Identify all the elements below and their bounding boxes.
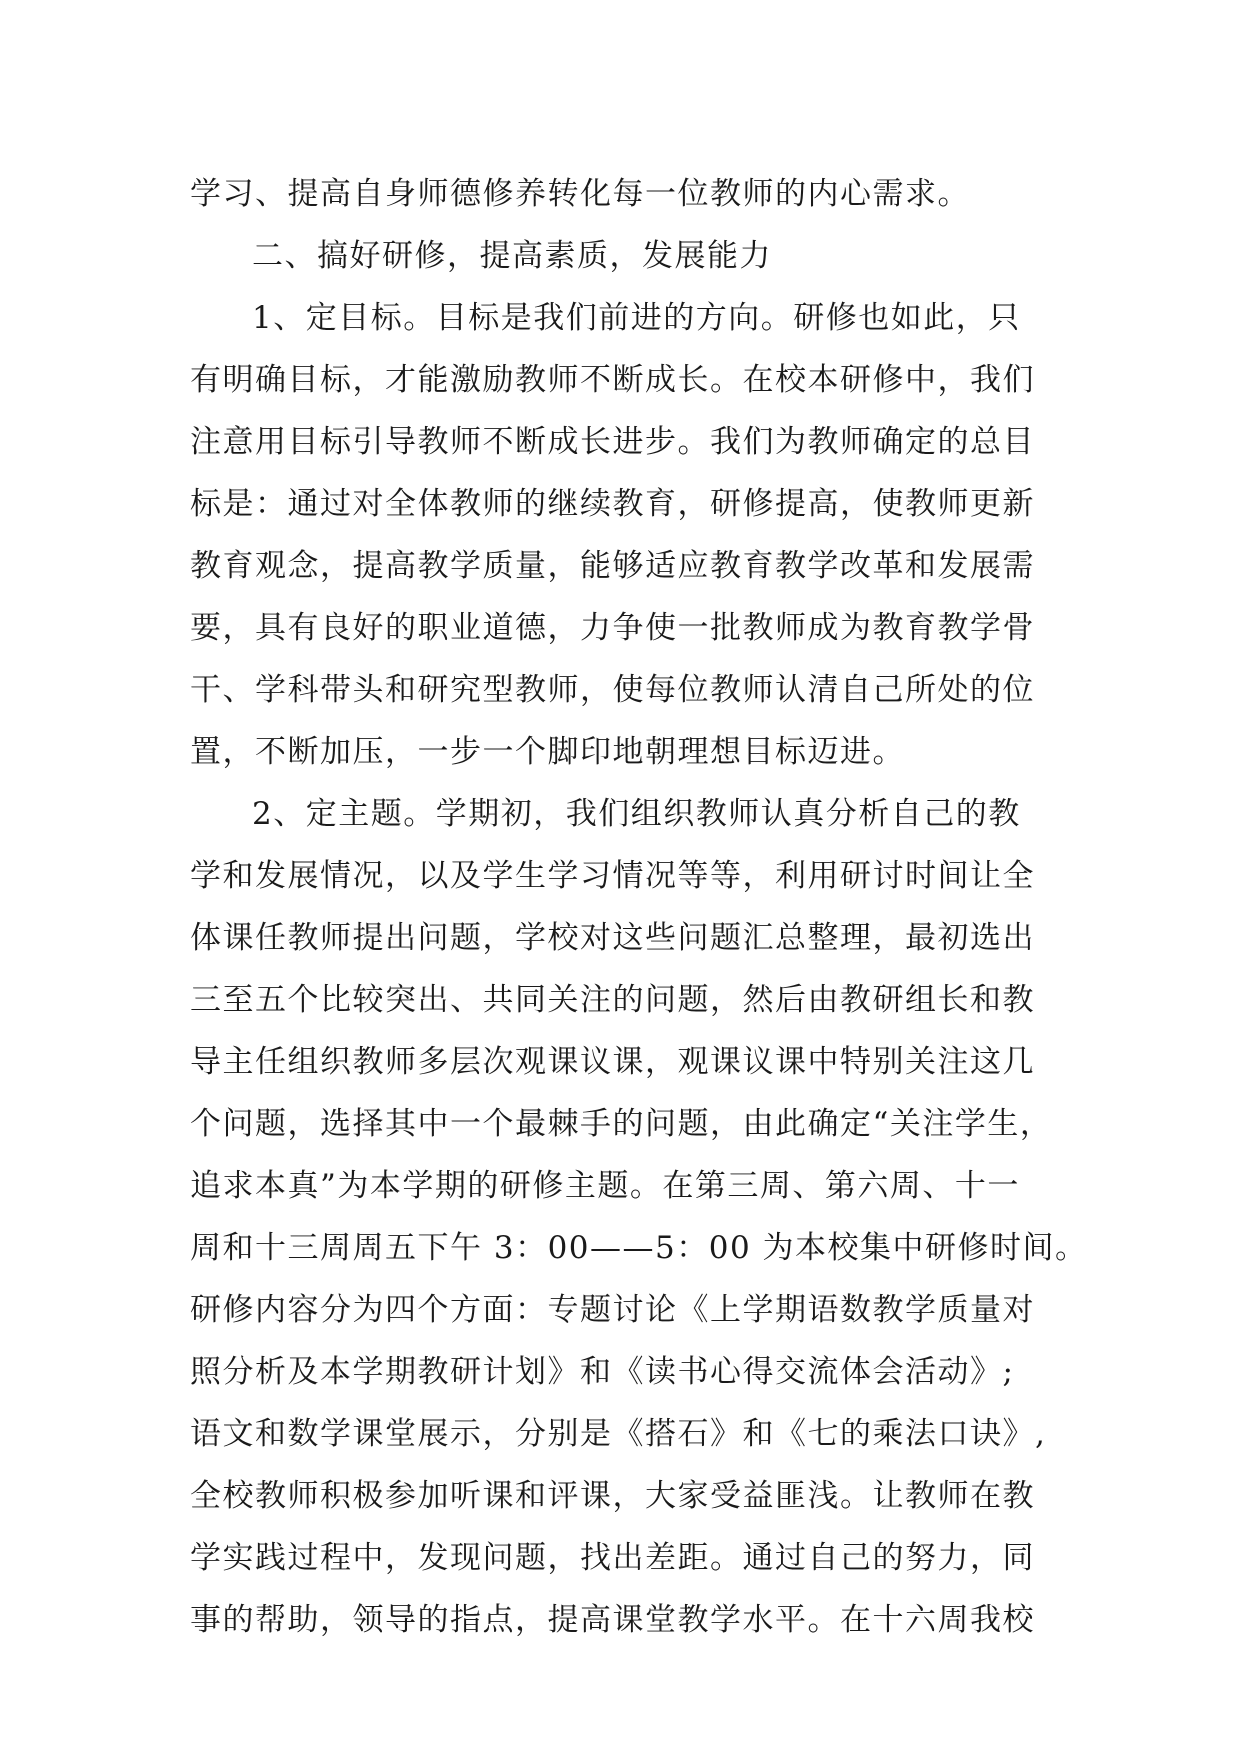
text-line: 干、学科带头和研究型教师，使每位教师认清自己所处的位 xyxy=(190,672,1035,708)
text-line: 有明确目标，才能激励教师不断成长。在校本研修中，我们 xyxy=(190,362,1035,398)
text-line: 注意用目标引导教师不断成长进步。我们为教师确定的总目 xyxy=(190,424,1035,460)
text-line: 三至五个比较突出、共同关注的问题，然后由教研组长和教 xyxy=(190,982,1035,1018)
text-line: 照分析及本学期教研计划》和《读书心得交流体会活动》; xyxy=(190,1354,1015,1390)
paragraph-start: 2、定主题。学期初，我们组织教师认真分析自己的教 xyxy=(252,796,1021,832)
text-line: 个问题，选择其中一个最棘手的问题，由此确定“关注学生， xyxy=(190,1106,1053,1142)
text-line: 教育观念，提高教学质量，能够适应教育教学改革和发展需 xyxy=(190,548,1035,584)
text-line: 周和十三周周五下午 3：00——5：00 为本校集中研修时间。 xyxy=(190,1230,1088,1266)
document-body xyxy=(190,163,1088,1651)
text-line: 事的帮助，领导的指点，提高课堂教学水平。在十六周我校 xyxy=(190,1602,1035,1638)
text-line: 置，不断加压，一步一个脚印地朝理想目标迈进。 xyxy=(190,734,905,770)
text-line: 学习、提高自身师德修养转化每一位教师的内心需求。 xyxy=(190,176,970,212)
text-line: 要，具有良好的职业道德，力争使一批教师成为教育教学骨 xyxy=(190,610,1035,646)
text-line: 学和发展情况，以及学生学习情况等等，利用研讨时间让全 xyxy=(190,858,1035,894)
section-heading: 二、搞好研修，提高素质，发展能力 xyxy=(252,238,772,274)
paragraph-start: 1、定目标。目标是我们前进的方向。研修也如此，只 xyxy=(252,300,1021,336)
text-line: 追求本真”为本学期的研修主题。在第三周、第六周、十一 xyxy=(190,1168,1020,1204)
text-line: 标是：通过对全体教师的继续教育，研修提高，使教师更新 xyxy=(190,486,1035,522)
text-line: 研修内容分为四个方面：专题讨论《上学期语数教学质量对 xyxy=(190,1292,1035,1328)
text-line: 全校教师积极参加听课和评课，大家受益匪浅。让教师在教 xyxy=(190,1478,1035,1514)
text-line: 导主任组织教师多层次观课议课，观课议课中特别关注这几 xyxy=(190,1044,1035,1080)
text-line: 体课任教师提出问题，学校对这些问题汇总整理，最初选出 xyxy=(190,920,1035,956)
text-line: 学实践过程中，发现问题，找出差距。通过自己的努力，同 xyxy=(190,1540,1035,1576)
text-line: 语文和数学课堂展示，分别是《搭石》和《七的乘法口诀》, xyxy=(190,1416,1047,1452)
